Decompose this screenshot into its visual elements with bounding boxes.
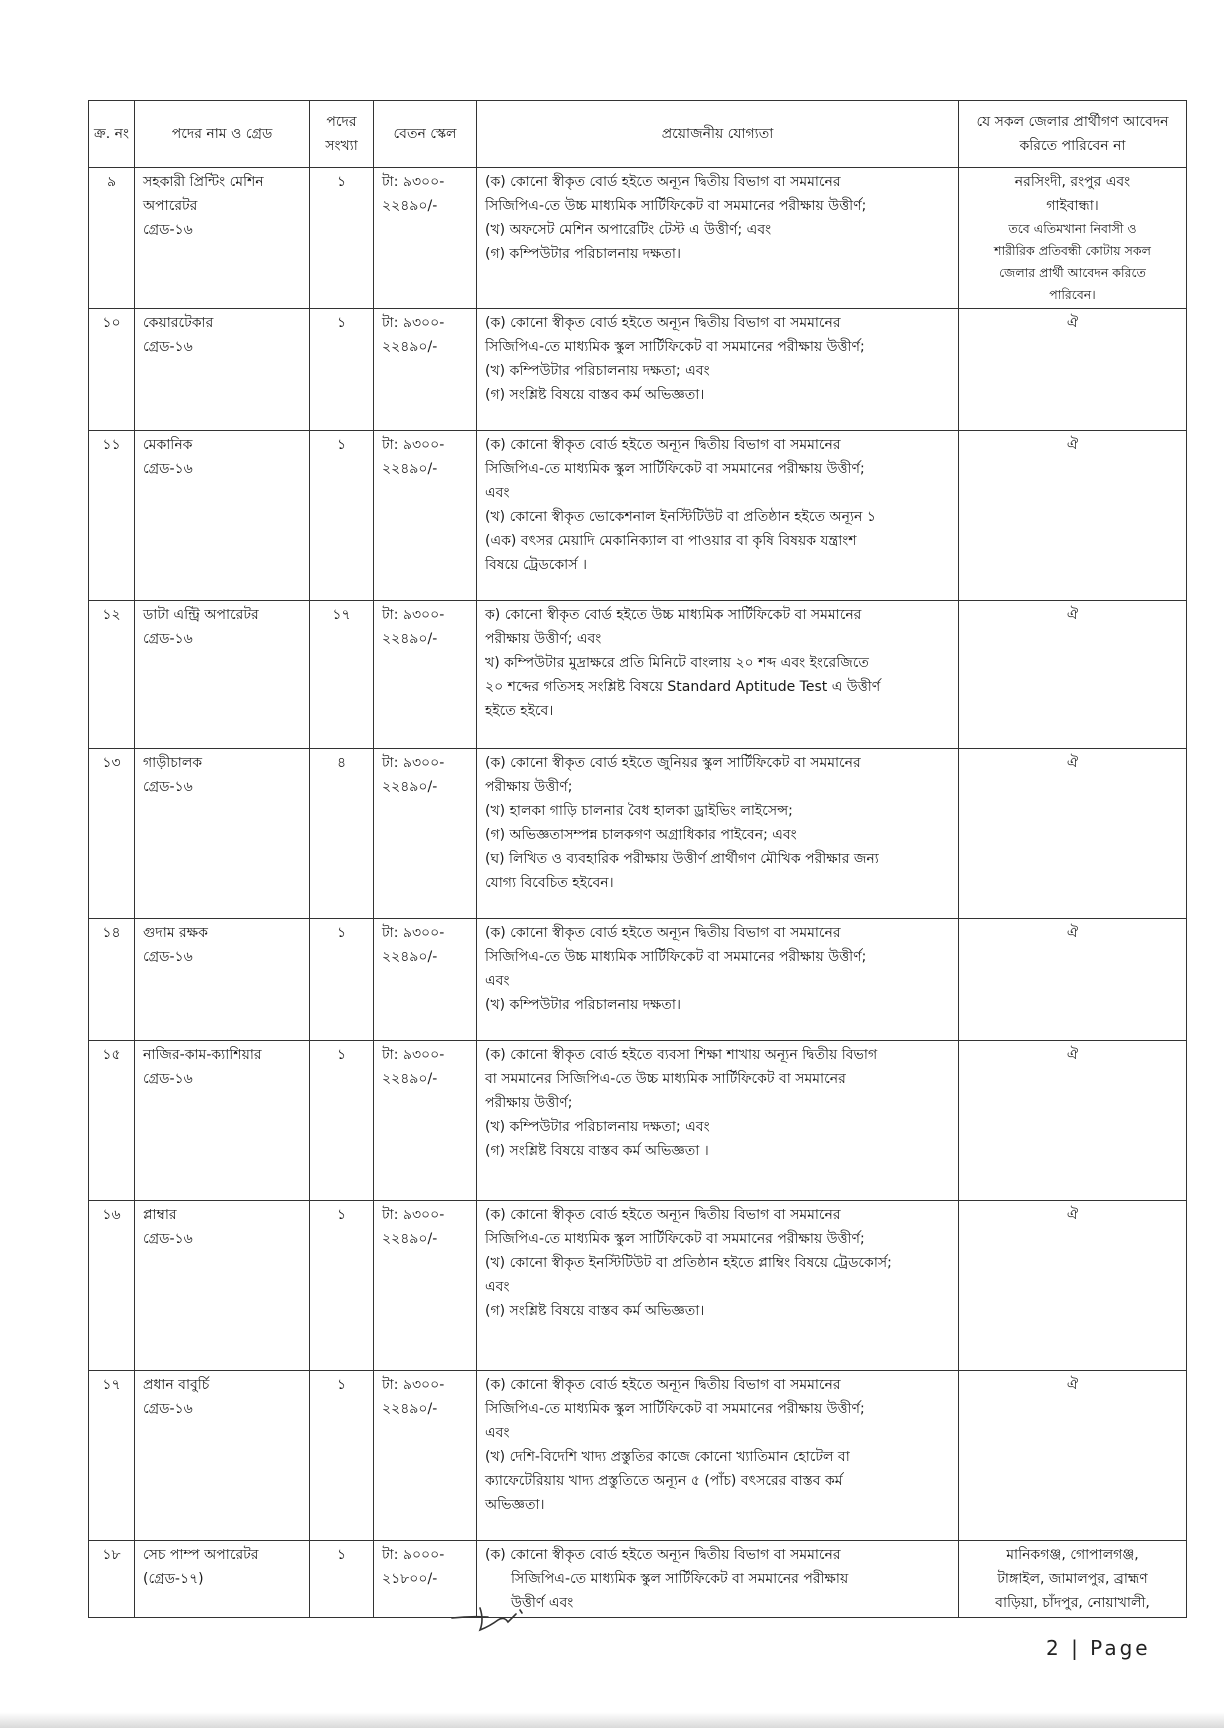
qualification-line: উত্তীর্ণ এবং — [511, 1595, 574, 1611]
cell-line: গ্রেড-১৬ — [143, 222, 193, 238]
qualification-line: বা সমমানের সিজিপিএ-তে উচ্চ মাধ্যমিক সার্টিফিকেট বা সমমানের — [485, 1071, 846, 1087]
cell-qualification — [477, 168, 959, 309]
districts-note-line: শারীরিক প্রতিবন্ধী কোটায় সকল — [994, 243, 1151, 258]
cell-line: প্লাম্বার — [143, 1207, 177, 1223]
cell-line: ঐ — [1066, 925, 1079, 941]
cell-excluded-districts — [959, 601, 1187, 749]
cell-serial: ১৫ — [89, 1041, 135, 1201]
cell-excluded-districts — [959, 168, 1187, 309]
cell-post-name — [135, 749, 310, 919]
table-row — [89, 749, 1187, 919]
cell-line: ঐ — [1066, 1207, 1079, 1223]
cell-line: ঐ — [1066, 1377, 1079, 1393]
qualification-line: (ক) কোনো স্বীকৃত বোর্ড হইতে অন্যূন দ্বিতীয় বিভাগ বা সমমানের — [485, 437, 841, 453]
cell-line: ২২৪৯০/- — [382, 461, 438, 477]
qualification-line: (খ) অফসেট মেশিন অপারেটিং টেস্ট এ উত্তীর্ণ; এবং — [485, 222, 772, 238]
cell-line: গ্রেড-১৬ — [143, 631, 193, 647]
qualification-line: ক) কোনো স্বীকৃত বোর্ড হইতে উচ্চ মাধ্যমিক সার্টিফিকেট বা সমমানের — [485, 607, 862, 623]
qualification-line: সিজিপিএ-তে মাধ্যমিক স্কুল সার্টিফিকেট বা সমমানের পরীক্ষায় উত্তীর্ণ; — [485, 1401, 865, 1417]
qualification-line: সিজিপিএ-তে উচ্চ মাধ্যমিক সার্টিফিকেট বা সমমানের পরীক্ষায় উত্তীর্ণ; — [485, 949, 867, 965]
qualification-line: (গ) কম্পিউটার পরিচালনায় দক্ষতা। — [485, 246, 681, 262]
cell-line: ঐ — [1066, 315, 1079, 331]
qualification-line: (ক) কোনো স্বীকৃত বোর্ড হইতে অন্যূন দ্বিতীয় বিভাগ বা সমমানের — [485, 1207, 841, 1223]
cell-qualification — [477, 1041, 959, 1201]
cell-pay-scale — [374, 1041, 477, 1201]
cell-serial: ৯ — [89, 168, 135, 309]
cell-line: ২২৪৯০/- — [382, 339, 438, 355]
cell-line: টাঙ্গাইল, জামালপুর, ব্রাহ্মণ — [997, 1571, 1148, 1587]
cell-serial: ১১ — [89, 431, 135, 601]
cell-serial: ১৩ — [89, 749, 135, 919]
qualification-line: (গ) সংশ্লিষ্ট বিষয়ে বাস্তব কর্ম অভিজ্ঞতা । — [485, 1143, 709, 1159]
cell-serial: ১০ — [89, 309, 135, 431]
qualification-line: (ক) কোনো স্বীকৃত বোর্ড হইতে জুনিয়র স্কুল সার্টিফিকেট বা সমমানের — [485, 755, 861, 771]
cell-qualification — [477, 309, 959, 431]
cell-line: ঐ — [1066, 607, 1079, 623]
cell-post-count: ১ — [310, 431, 374, 601]
districts-note-line: পারিবেন। — [1049, 287, 1096, 302]
cell-post-name — [135, 1201, 310, 1371]
qualification-line: এবং — [485, 485, 510, 501]
cell-excluded-districts — [959, 1541, 1187, 1618]
cell-line: (গ্রেড-১৭) — [143, 1571, 204, 1587]
table-row — [89, 309, 1187, 431]
cell-pay-scale — [374, 431, 477, 601]
cell-post-name — [135, 1371, 310, 1541]
cell-qualification — [477, 919, 959, 1041]
cell-line: গ্রেড-১৬ — [143, 779, 193, 795]
cell-qualification — [477, 749, 959, 919]
cell-post-count: ১৭ — [310, 601, 374, 749]
table-row — [89, 1041, 1187, 1201]
cell-serial: ১৬ — [89, 1201, 135, 1371]
districts-note-line: তবে এতিমখানা নিবাসী ও — [1008, 221, 1137, 236]
cell-line: টা: ৯৩০০- — [382, 607, 445, 623]
cell-pay-scale — [374, 601, 477, 749]
cell-line: কেয়ারটেকার — [143, 315, 214, 331]
cell-excluded-districts — [959, 309, 1187, 431]
qualification-line: (ক) কোনো স্বীকৃত বোর্ড হইতে অন্যূন দ্বিতীয় বিভাগ বা সমমানের — [485, 925, 841, 941]
qualification-line: ২০ শব্দের গতিসহ সংশ্লিষ্ট বিষয়ে Standard Aptitude Test এ উত্তীর্ণ — [485, 679, 881, 695]
qualification-line: এবং — [485, 1425, 510, 1441]
table-row — [89, 168, 1187, 309]
qualification-line: খ) কম্পিউটার মুদ্রাক্ষরে প্রতি মিনিটে বাংলায় ২০ শব্দ এবং ইংরেজিতে — [485, 655, 869, 671]
cell-serial: ১৭ — [89, 1371, 135, 1541]
cell-post-count: ১ — [310, 309, 374, 431]
qualification-line: এবং — [485, 973, 510, 989]
cell-line: ঐ — [1066, 437, 1079, 453]
qualification-line: (ক) কোনো স্বীকৃত বোর্ড হইতে অন্যূন দ্বিতীয় বিভাগ বা সমমানের — [485, 1547, 841, 1563]
cell-excluded-districts — [959, 919, 1187, 1041]
cell-line: ২২৪৯০/- — [382, 1401, 438, 1417]
signature-mark — [450, 1596, 530, 1636]
qualification-line: (গ) সংশ্লিষ্ট বিষয়ে বাস্তব কর্ম অভিজ্ঞতা। — [485, 1303, 705, 1319]
qualification-line: (ক) কোনো স্বীকৃত বোর্ড হইতে অন্যূন দ্বিতীয় বিভাগ বা সমমানের — [485, 1377, 841, 1393]
cell-post-name — [135, 309, 310, 431]
table-row — [89, 1371, 1187, 1541]
cell-line: ২২৪৯০/- — [382, 949, 438, 965]
qualification-line: (খ) কম্পিউটার পরিচালনায় দক্ষতা; এবং — [485, 1119, 710, 1135]
qualification-line: (ক) কোনো স্বীকৃত বোর্ড হইতে ব্যবসা শিক্ষা শাখায় অন্যূন দ্বিতীয় বিভাগ — [485, 1047, 878, 1063]
cell-pay-scale — [374, 168, 477, 309]
cell-line: ২২৪৯০/- — [382, 1071, 438, 1087]
qualification-line: (খ) দেশি-বিদেশি খাদ্য প্রস্তুতির কাজে কোনো খ্যাতিমান হোটেল বা — [485, 1449, 850, 1465]
qualification-line: (ক) কোনো স্বীকৃত বোর্ড হইতে অন্যূন দ্বিতীয় বিভাগ বা সমমানের — [485, 174, 841, 190]
cell-line: ডাটা এন্ট্রি অপারেটর — [143, 607, 259, 623]
cell-post-name — [135, 168, 310, 309]
cell-line: ঐ — [1066, 1047, 1079, 1063]
cell-line: ২২৪৯০/- — [382, 779, 438, 795]
header-pay: বেতন স্কেল — [374, 101, 477, 168]
page-number: 2 | Page — [1046, 1636, 1151, 1660]
cell-qualification — [477, 1541, 959, 1618]
header-count: পদের সংখ্যা — [310, 101, 374, 168]
cell-excluded-districts — [959, 1041, 1187, 1201]
cell-line: ২২৪৯০/- — [382, 198, 438, 214]
cell-pay-scale — [374, 749, 477, 919]
cell-line: টা: ৯৩০০- — [382, 1207, 445, 1223]
qualification-line: অভিজ্ঞতা। — [485, 1497, 545, 1513]
cell-post-name — [135, 1041, 310, 1201]
cell-qualification — [477, 1371, 959, 1541]
cell-pay-scale — [374, 309, 477, 431]
cell-line: টা: ৯৩০০- — [382, 1377, 445, 1393]
qualification-line: (ক) কোনো স্বীকৃত বোর্ড হইতে অন্যূন দ্বিতীয় বিভাগ বা সমমানের — [485, 315, 841, 331]
cell-line: ঐ — [1066, 755, 1079, 771]
header-qualification: প্রয়োজনীয় যোগ্যতা — [477, 101, 959, 168]
cell-line: নাজির-কাম-ক্যাশিয়ার — [143, 1047, 262, 1063]
cell-serial: ১৮ — [89, 1541, 135, 1618]
cell-excluded-districts — [959, 431, 1187, 601]
qualification-line: এবং — [485, 1279, 510, 1295]
cell-line: গাড়ীচালক — [143, 755, 203, 771]
cell-pay-scale — [374, 1371, 477, 1541]
qualification-line: (খ) হালকা গাড়ি চালনার বৈধ হালকা ড্রাইভিং লাইসেন্স; — [485, 803, 793, 819]
cell-post-name — [135, 601, 310, 749]
cell-line: টা: ৯৩০০- — [382, 755, 445, 771]
districts-note-line: জেলার প্রার্থী আবেদন করিতে — [999, 265, 1146, 280]
qualification-line: সিজিপিএ-তে উচ্চ মাধ্যমিক সার্টিফিকেট বা সমমানের পরীক্ষায় উত্তীর্ণ; — [485, 198, 867, 214]
cell-line: টা: ৯৩০০- — [382, 925, 445, 941]
header-districts: যে সকল জেলার প্রার্থীগণ আবেদন করিতে পারিবেন না — [959, 101, 1187, 168]
cell-pay-scale — [374, 1201, 477, 1371]
qualification-line: সিজিপিএ-তে মাধ্যমিক স্কুল সার্টিফিকেট বা সমমানের পরীক্ষায় উত্তীর্ণ; — [485, 461, 865, 477]
cell-qualification — [477, 601, 959, 749]
table-row — [89, 919, 1187, 1041]
cell-line: গ্রেড-১৬ — [143, 461, 193, 477]
cell-line: নরসিংদী, রংপুর এবং — [1014, 174, 1131, 190]
cell-line: গ্রেড-১৬ — [143, 339, 193, 355]
qualification-line: (খ) কোনো স্বীকৃত ভোকেশনাল ইনস্টিটিউট বা প্রতিষ্ঠান হইতে অন্যূন ১ — [485, 509, 876, 525]
cell-line: টা: ৯৩০০- — [382, 174, 445, 190]
cell-excluded-districts — [959, 749, 1187, 919]
cell-post-count: ১ — [310, 1041, 374, 1201]
cell-post-name — [135, 431, 310, 601]
cell-post-name — [135, 1541, 310, 1618]
qualification-line: বিষয়ে ট্রেডকোর্স । — [485, 557, 587, 573]
qualification-line: সিজিপিএ-তে মাধ্যমিক স্কুল সার্টিফিকেট বা সমমানের পরীক্ষায় উত্তীর্ণ; — [485, 339, 865, 355]
qualification-line: (খ) কম্পিউটার পরিচালনায় দক্ষতা। — [485, 997, 681, 1013]
cell-line: মানিকগঞ্জ, গোপালগঞ্জ, — [1006, 1547, 1139, 1563]
cell-post-count: ১ — [310, 1201, 374, 1371]
cell-line: টা: ৯৩০০- — [382, 437, 445, 453]
cell-line: সহকারী প্রিন্টিং মেশিন — [143, 174, 264, 190]
cell-line: গ্রেড-১৬ — [143, 1071, 193, 1087]
qualification-line: সিজিপিএ-তে মাধ্যমিক স্কুল সার্টিফিকেট বা সমমানের পরীক্ষায় — [511, 1571, 849, 1587]
qualification-line: যোগ্য বিবেচিত হইবেন। — [485, 875, 614, 891]
cell-serial: ১৪ — [89, 919, 135, 1041]
cell-line: প্রধান বাবুর্চি — [143, 1377, 210, 1393]
header-post: পদের নাম ও গ্রেড — [135, 101, 310, 168]
cell-pay-scale — [374, 919, 477, 1041]
cell-serial: ১২ — [89, 601, 135, 749]
qualification-line: সিজিপিএ-তে মাধ্যমিক স্কুল সার্টিফিকেট বা সমমানের পরীক্ষায় উত্তীর্ণ; — [485, 1231, 865, 1247]
cell-line: মেকানিক — [143, 437, 193, 453]
scan-edge — [0, 1712, 1224, 1728]
qualification-line: পরীক্ষায় উত্তীর্ণ; — [485, 1095, 573, 1111]
qualification-line: পরীক্ষায় উত্তীর্ণ; এবং — [485, 631, 602, 647]
cell-line: গ্রেড-১৬ — [143, 1231, 193, 1247]
cell-qualification — [477, 1201, 959, 1371]
cell-line: ২২৪৯০/- — [382, 631, 438, 647]
cell-post-name — [135, 919, 310, 1041]
qualification-line: (গ) সংশ্লিষ্ট বিষয়ে বাস্তব কর্ম অভিজ্ঞতা। — [485, 387, 705, 403]
cell-post-count: ১ — [310, 919, 374, 1041]
cell-line: গ্রেড-১৬ — [143, 949, 193, 965]
cell-line: সেচ পাম্প অপারেটর — [143, 1547, 259, 1563]
cell-line: অপারেটর — [143, 198, 198, 214]
table-row — [89, 1201, 1187, 1371]
header-sl: ক্র. নং — [89, 101, 135, 168]
cell-line: গুদাম রক্ষক — [143, 925, 208, 941]
table-row — [89, 431, 1187, 601]
cell-line: টা: ৯৩০০- — [382, 315, 445, 331]
cell-line: টা: ৯০০০- — [382, 1547, 445, 1563]
qualification-line: হইতে হইবে। — [485, 703, 554, 719]
cell-line: ২২৪৯০/- — [382, 1231, 438, 1247]
cell-post-count: ১ — [310, 1371, 374, 1541]
qualification-line: (খ) কম্পিউটার পরিচালনায় দক্ষতা; এবং — [485, 363, 710, 379]
cell-qualification — [477, 431, 959, 601]
qualification-line: ক্যাফেটেরিয়ায় খাদ্য প্রস্তুতিতে অন্যূন ৫ (পাঁচ) বৎসরের বাস্তব কর্ম — [485, 1473, 843, 1489]
qualification-line: (ঘ) লিখিত ও ব্যবহারিক পরীক্ষায় উত্তীর্ণ প্রার্থীগণ মৌখিক পরীক্ষার জন্য — [485, 851, 879, 867]
cell-excluded-districts — [959, 1371, 1187, 1541]
cell-excluded-districts — [959, 1201, 1187, 1371]
table-row — [89, 1541, 1187, 1618]
cell-post-count: ১ — [310, 1541, 374, 1618]
cell-line: টা: ৯৩০০- — [382, 1047, 445, 1063]
qualification-line: পরীক্ষায় উত্তীর্ণ; — [485, 779, 573, 795]
table-header — [89, 101, 1187, 168]
table-body — [89, 168, 1187, 1618]
cell-line: গ্রেড-১৬ — [143, 1401, 193, 1417]
cell-line: গাইবান্ধা। — [1046, 198, 1099, 214]
cell-post-count: ৪ — [310, 749, 374, 919]
table-row — [89, 601, 1187, 749]
cell-post-count: ১ — [310, 168, 374, 309]
posts-table — [88, 100, 1187, 1618]
qualification-line: (এক) বৎসর মেয়াদি মেকানিক্যাল বা পাওয়ার বা কৃষি বিষয়ক যন্ত্রাংশ — [485, 533, 857, 549]
cell-line: ২১৮০০/- — [382, 1571, 438, 1587]
qualification-line: (গ) অভিজ্ঞতাসম্পন্ন চালকগণ অগ্রাধিকার পাইবেন; এবং — [485, 827, 797, 843]
cell-line: বাড়িয়া, চাঁদপুর, নোয়াখালী, — [995, 1595, 1150, 1611]
qualification-line: (খ) কোনো স্বীকৃত ইনস্টিটিউট বা প্রতিষ্ঠান হইতে প্লাম্বিং বিষয়ে ট্রেডকোর্স; — [485, 1255, 892, 1271]
